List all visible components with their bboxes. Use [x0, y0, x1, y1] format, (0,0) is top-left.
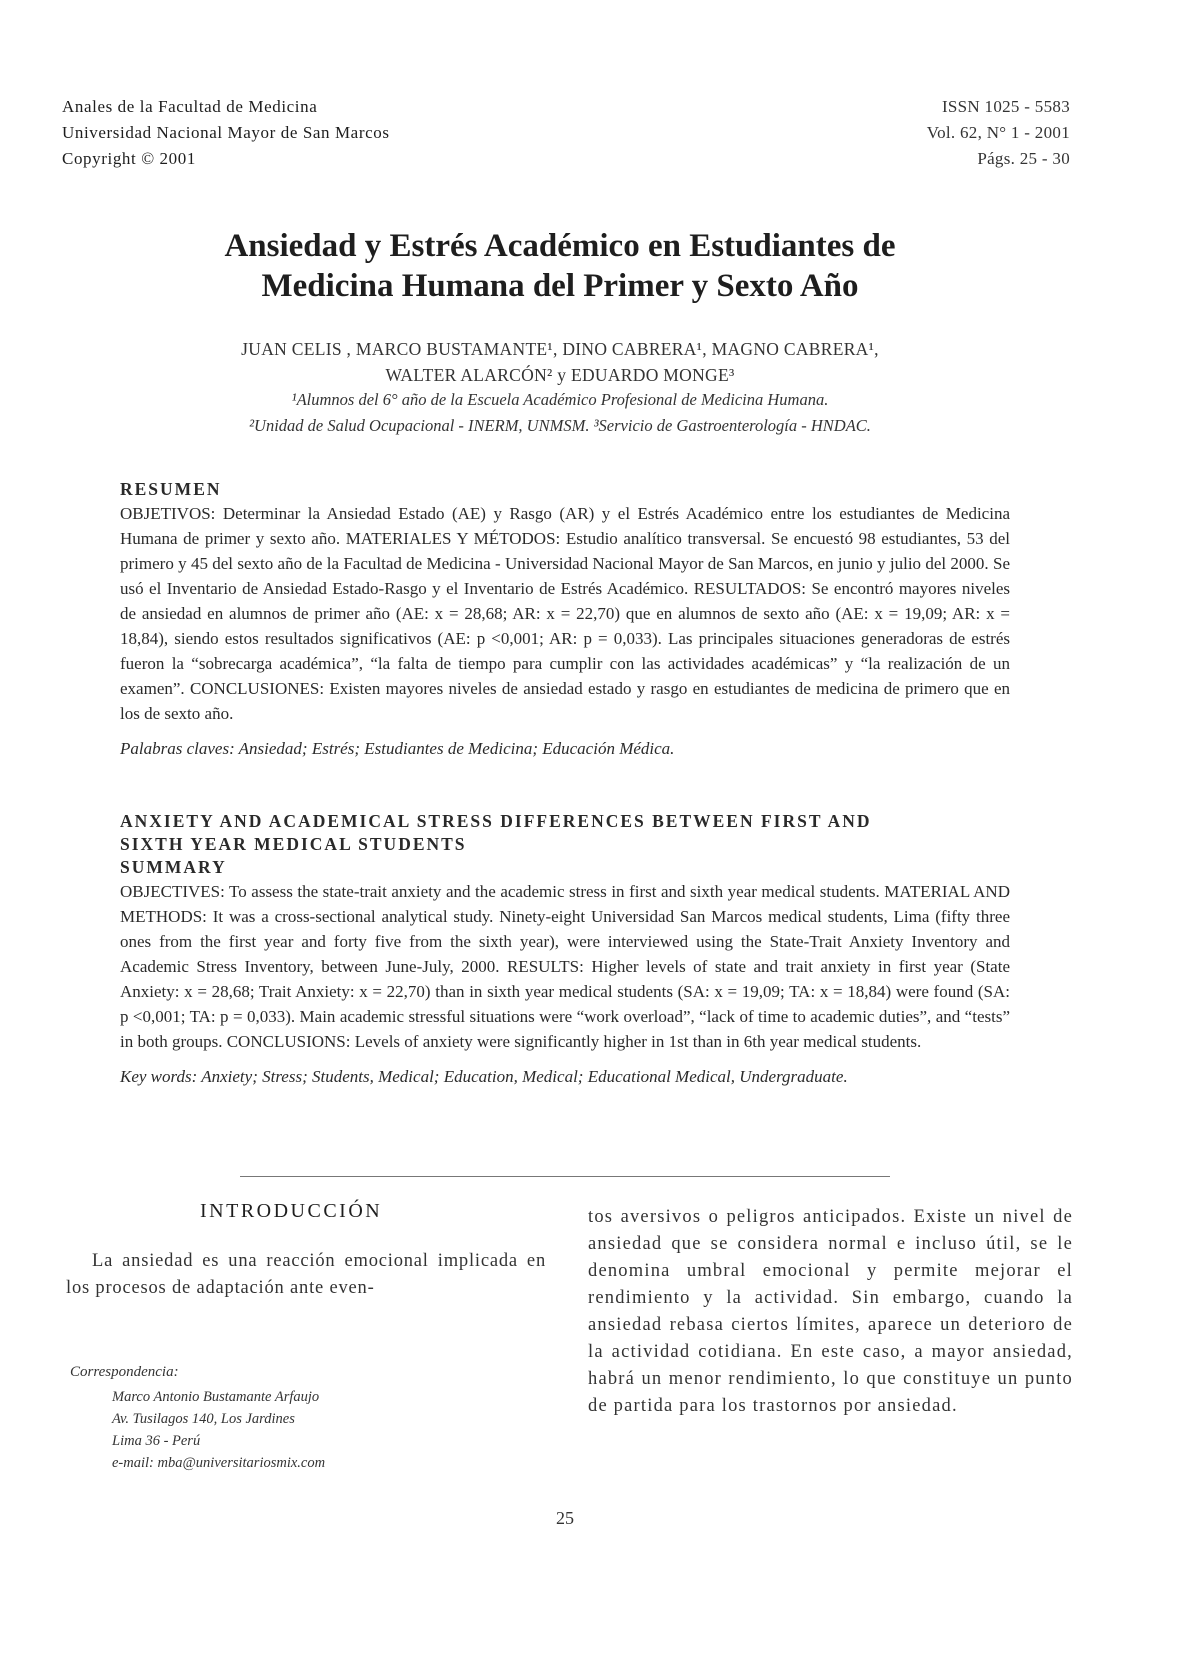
- introduction-heading: INTRODUCCIÓN: [200, 1200, 383, 1222]
- english-title-line-2: SIXTH YEAR MEDICAL STUDENTS: [120, 834, 467, 854]
- english-title-line-1: ANXIETY AND ACADEMICAL STRESS DIFFERENCES BETWEEN FIRST AND: [120, 811, 872, 831]
- title-line-2: Medicina Humana del Primer y Sexto Año: [261, 268, 859, 304]
- correspondence-label: Correspondencia:: [70, 1364, 179, 1380]
- copyright: Copyright © 2001: [62, 149, 196, 168]
- resumen-heading: RESUMEN: [120, 479, 222, 499]
- correspondence-details: [112, 1386, 325, 1474]
- article-title: [60, 226, 1060, 306]
- authors-line-2: WALTER ALARCÓN² y EDUARDO MONGE³: [385, 365, 735, 385]
- introduction-left-column: La ansiedad es una reacción emocional implicada en los procesos de adaptación ante even-: [66, 1251, 546, 1298]
- summary-section: [120, 810, 1010, 1089]
- page-number: 25: [556, 1508, 574, 1528]
- correspondence-email: e-mail: mba@universitariosmix.com: [112, 1455, 326, 1471]
- journal-header: [62, 94, 390, 172]
- journal-name: Anales de la Facultad de Medicina: [62, 97, 318, 116]
- correspondence-city: Lima 36 - Perú: [112, 1433, 201, 1449]
- section-divider: [240, 1176, 890, 1177]
- authors-line-1: JUAN CELIS , MARCO BUSTAMANTE¹, DINO CABRERA¹, MAGNO CABRERA¹,: [241, 339, 879, 359]
- resumen-section: [120, 478, 1010, 761]
- summary-heading: SUMMARY: [120, 857, 227, 877]
- volume: Vol. 62, N° 1 - 2001: [926, 123, 1070, 142]
- correspondence-address: Av. Tusilagos 140, Los Jardines: [112, 1411, 295, 1427]
- resumen-body: OBJETIVOS: Determinar la Ansiedad Estado (AE) y Rasgo (AR) y el Estrés Académico entre los estudiantes de Medicina Humana de primer y sexto año. MATERIALES Y MÉTODOS: Estudio analítico transversal. Se encuestó 98 estudiantes, 53 del primero y 45 del sexto año de la Facultad de Medicina - Universidad Nacional Mayor de San Marcos, en junio y julio del 2000. Se usó el Inventario de Ansiedad Estado-Rasgo y el Inventario de Estrés Académico. RESULTADOS: Se encontró mayores niveles de ansiedad en alumnos de primer año (AE: x = 28,68; AR: x = 22,70) que en alumnos de sexto año (AE: x = 19,09; AR: x = 18,84), siendo estos resultados significativos (AE: p <0,001; AR: p = 0,033). Las principales situaciones generadoras de estrés fueron la “sobrecarga académica”, “la falta de tiempo para cumplir con las actividades académicas” y “la realización de un examen”. CONCLUSIONES: Existen mayores niveles de ansiedad estado y rasgo en estudiantes de medicina de primero que en los de sexto año.: [120, 504, 1010, 723]
- summary-body: OBJECTIVES: To assess the state-trait anxiety and the academic stress in first and sixth year medical students. MATERIAL AND METHODS: It was a cross-sectional analytical study. Ninety-eight Universidad San Marcos medical students, Lima (fifty three ones from the first year and forty five from the sixth year), were interviewed using the State-Trait Anxiety Inventory and Academic Stress Inventory, between June-July, 2000. RESULTS: Higher levels of state and trait anxiety in first year (State Anxiety: x = 28,68; Trait Anxiety: x = 22,70) than in sixth year medical students (SA: x = 19,09; TA: x = 18,84) were found (SA: p <0,001; TA: p = 0,033). Main academic stressful situations were “work overload”, “lack of time to academic duties”, and “tests” in both groups. CONCLUSIONS: Levels of anxiety were significantly higher in 1st than in 6th year medical students.: [120, 882, 1010, 1051]
- page-range: Págs. 25 - 30: [977, 149, 1070, 168]
- introduction-right-column: tos aversivos o peligros anticipados. Existe un nivel de ansiedad que se considera normal e incluso útil, se le denomina umbral emocional y permite mejorar el rendimiento y la actividad. Sin embargo, cuando la ansiedad rebasa ciertos límites, aparece un deterioro de la actividad cotidiana. En este caso, a mayor ansiedad, habrá un menor rendimiento, lo que constituye un punto de partida para los trastornos por ansiedad.: [588, 1207, 1073, 1416]
- affiliations: [60, 387, 1060, 439]
- issue-info: [927, 94, 1070, 172]
- affiliation-line-2: ²Unidad de Salud Ocupacional - INERM, UNMSM. ³Servicio de Gastroenterología - HNDAC.: [249, 416, 871, 435]
- affiliation-line-1: ¹Alumnos del 6° año de la Escuela Académico Profesional de Medicina Humana.: [291, 390, 829, 409]
- title-line-1: Ansiedad y Estrés Académico en Estudiantes de: [224, 228, 896, 264]
- university-name: Universidad Nacional Mayor de San Marcos: [62, 123, 390, 142]
- correspondence-name: Marco Antonio Bustamante Arfaujo: [112, 1389, 320, 1405]
- issn: ISSN 1025 - 5583: [941, 97, 1070, 116]
- resumen-keywords: Palabras claves: Ansiedad; Estrés; Estudiantes de Medicina; Educación Médica.: [120, 739, 675, 758]
- summary-keywords: Key words: Anxiety; Stress; Students, Medical; Education, Medical; Educational Medical, Undergraduate.: [120, 1067, 848, 1086]
- authors: [60, 336, 1060, 388]
